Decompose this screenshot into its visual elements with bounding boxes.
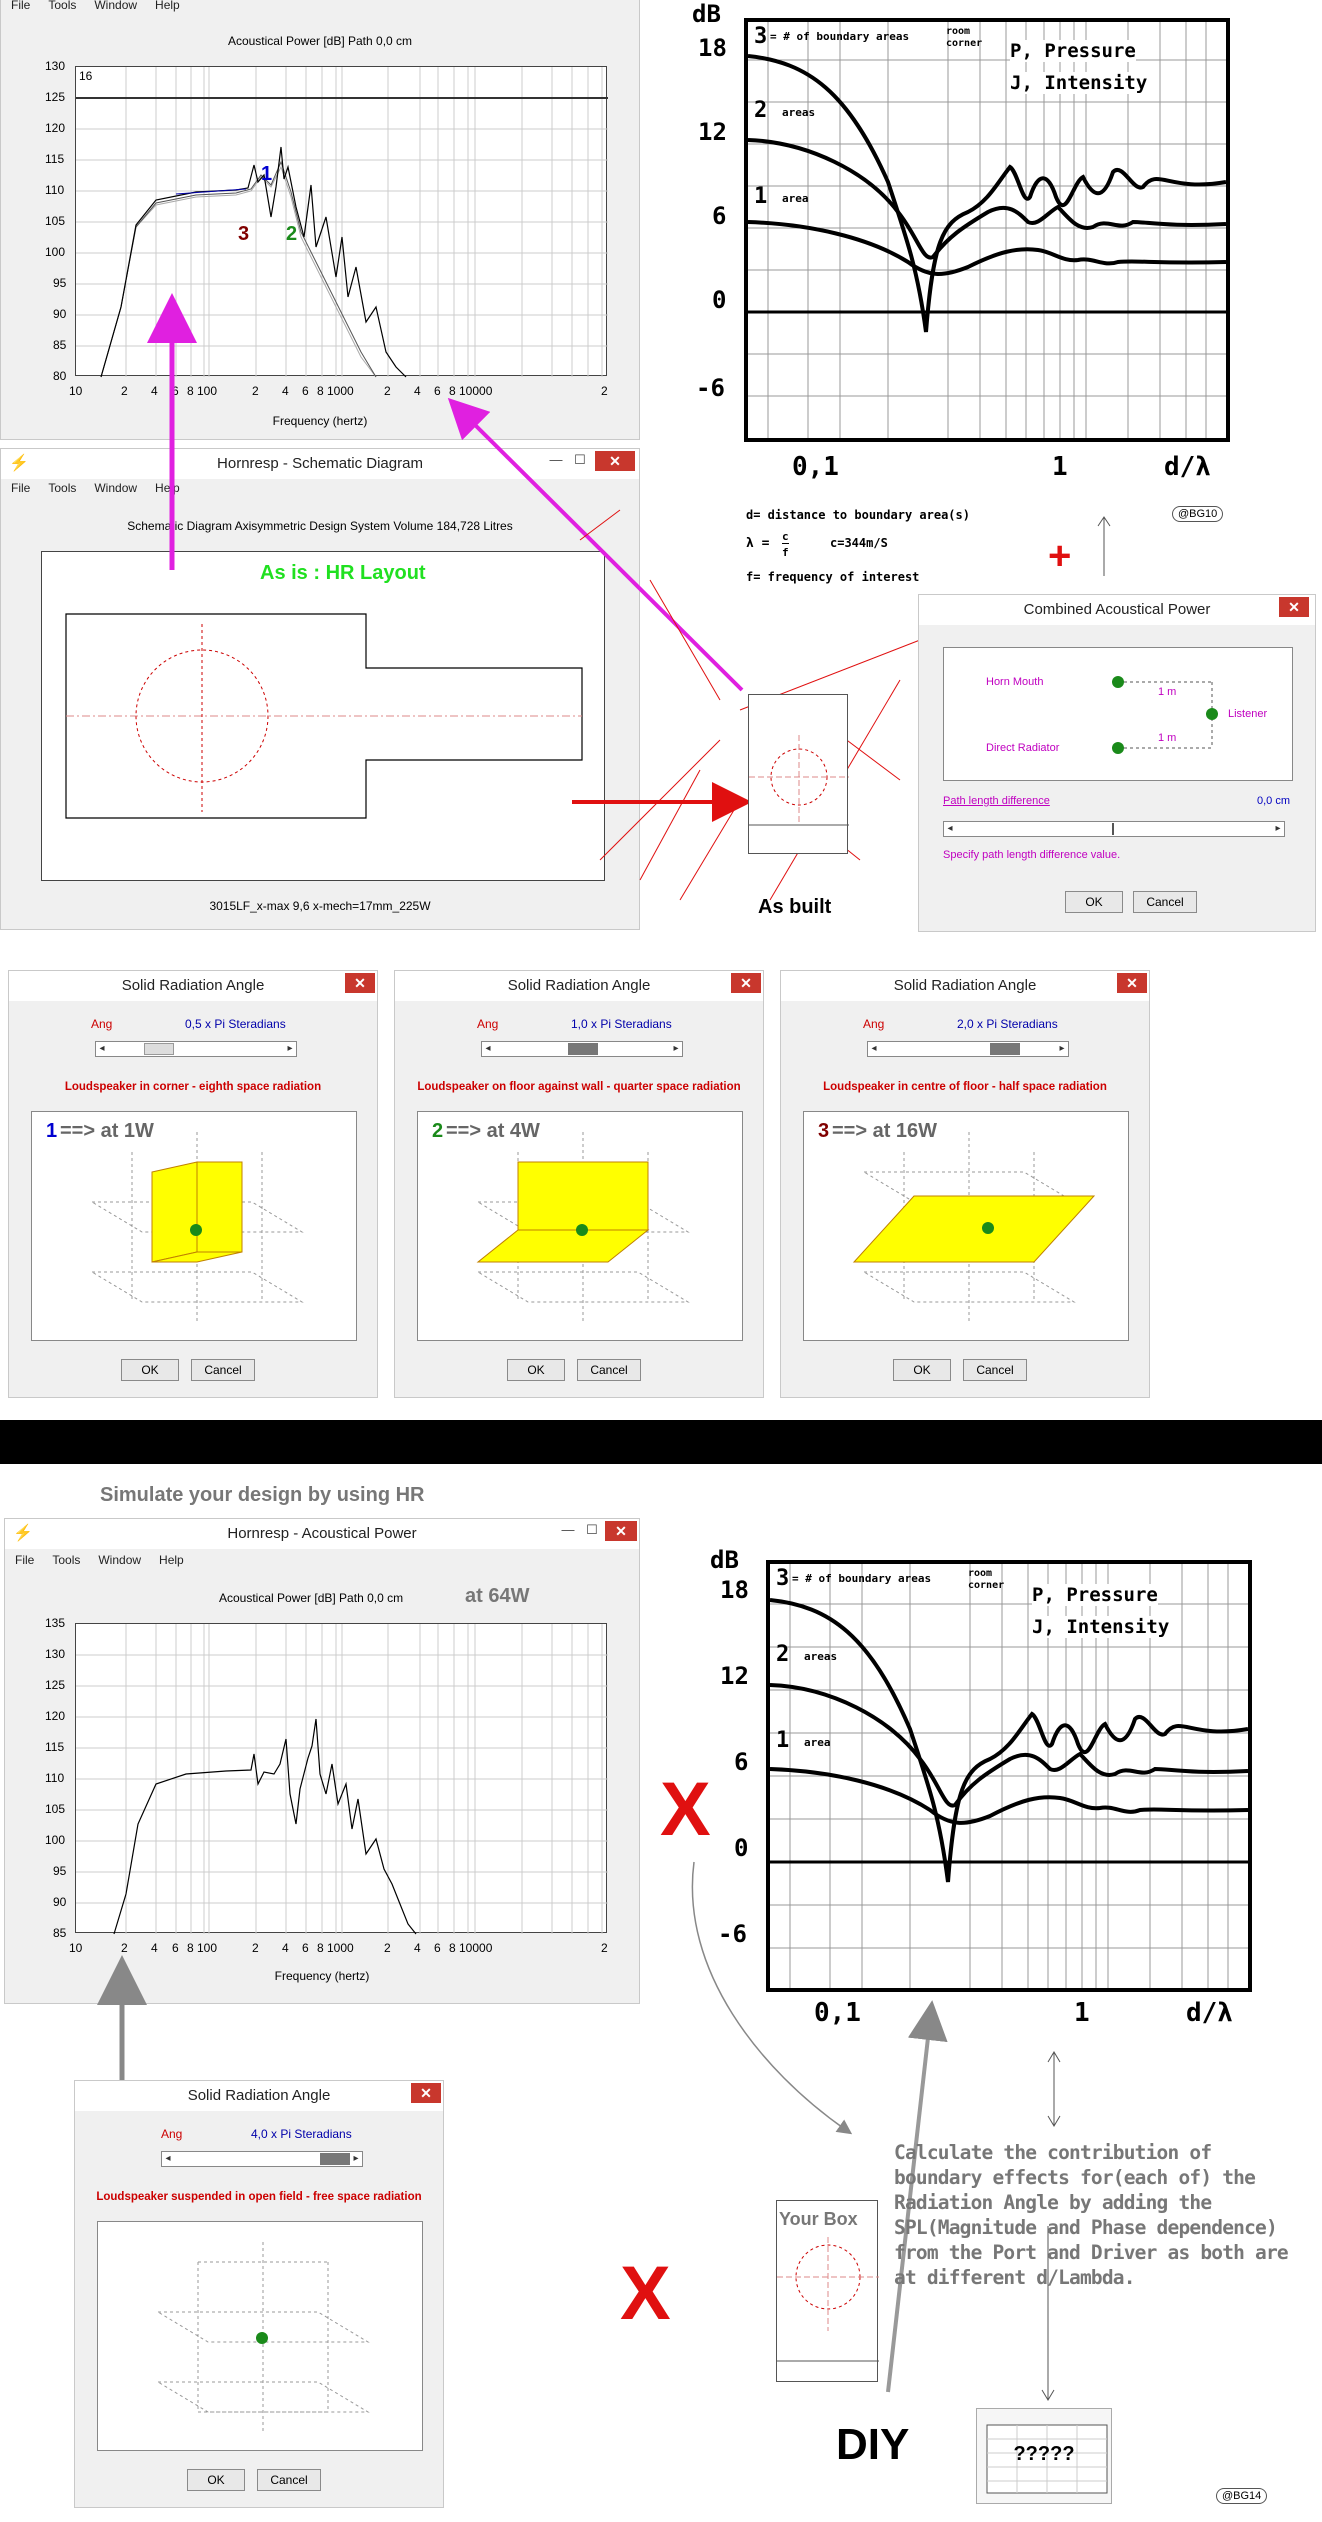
top-power-xtick: 8 100 [187, 384, 218, 398]
steradian-value: 4,0 x Pi Steradians [251, 2127, 352, 2141]
bottom-power-ytick: 95 [53, 1864, 67, 1878]
top-power-xtick: 10 [69, 384, 83, 398]
ang-label: Ang [863, 1017, 885, 1031]
bottom-power-xtick: 6 [172, 1941, 179, 1955]
ok-button[interactable]: OK [121, 1359, 179, 1381]
menu-tools[interactable]: Tools [48, 481, 77, 495]
maximize-button[interactable]: ☐ [586, 1522, 598, 1537]
top-power-ytick: 105 [45, 214, 66, 228]
cancel-button[interactable]: Cancel [577, 1359, 641, 1381]
minimize-button[interactable]: — [549, 452, 563, 467]
angle-slider[interactable] [95, 1041, 297, 1057]
db-xtick: 0,1 [792, 452, 839, 482]
sra-power-label-1: ==> at 1W [60, 1120, 154, 1142]
top-power-xtick: 6 [434, 384, 441, 398]
top-power-xtick: 4 [151, 384, 158, 398]
x-mark-top: X [660, 1767, 711, 1852]
bottom-power-ytick: 130 [45, 1647, 66, 1661]
top-power-ytick: 85 [53, 338, 67, 352]
bottom-power-xtick: 4 [282, 1941, 289, 1955]
menu-help[interactable]: Help [159, 1553, 184, 1567]
db2-room-corner: room corner [968, 1568, 1005, 1591]
ok-button[interactable]: OK [893, 1359, 951, 1381]
db-areas: areas [782, 106, 816, 119]
up-arrow-thin [1094, 516, 1114, 576]
sra-num-2: 2 [432, 1120, 444, 1142]
db2-chart-plot [766, 1560, 1252, 1992]
top-power-ytick: 130 [45, 59, 66, 73]
ang-label: Ang [161, 2127, 183, 2141]
radiation-description: Loudspeaker suspended in open field - free space radiation [96, 2191, 422, 2203]
top-power-ytick: 90 [53, 307, 67, 321]
bottom-power-xtick: 6 [434, 1941, 441, 1955]
slider-thumb[interactable] [568, 1043, 598, 1055]
bottom-power-at: at 64W [465, 1585, 530, 1607]
top-power-xlabel: Frequency (hertz) [272, 414, 368, 428]
diy-qmarks: ????? [1013, 2443, 1075, 2465]
radiation-description: Loudspeaker in corner - eighth space radiation [64, 1081, 322, 1093]
scroll-right-icon[interactable]: ▸ [1275, 823, 1281, 834]
db-n1: 1 [754, 184, 768, 209]
direct-radiator-label: Direct Radiator [986, 742, 1060, 754]
sra-num-3: 3 [818, 1120, 830, 1142]
top-power-corner-label: 16 [79, 69, 93, 83]
top-power-xtick: 2 [384, 384, 391, 398]
db-intensity: J, Intensity [1010, 72, 1148, 94]
bottom-power-ytick: 105 [45, 1802, 66, 1816]
sra-dialog-2 [394, 970, 764, 1398]
ang-label: Ang [477, 1017, 499, 1031]
bottom-power-xlabel: Frequency (hertz) [274, 1969, 370, 1983]
top-power-marker-1: 1 [261, 163, 273, 185]
db2-xtick: 0,1 [814, 1998, 861, 2028]
schematic-title: Hornresp - Schematic Diagram [217, 455, 423, 472]
section-divider [0, 1420, 1322, 1464]
menu-file[interactable]: File [11, 0, 31, 12]
top-power-marker-2: 2 [286, 223, 298, 245]
x-mark-bottom: X [620, 2251, 671, 2336]
sra-dialog-4 [74, 2080, 444, 2508]
menu-window[interactable]: Window [94, 481, 138, 495]
sra-dialog-1 [8, 970, 378, 1398]
close-button[interactable]: ✕ [411, 2083, 441, 2103]
bottom-power-xtick: 8 1000 [317, 1941, 354, 1955]
slider-thumb[interactable] [1112, 823, 1114, 835]
db2-ytick: -6 [718, 1920, 747, 1948]
formula-d: d= distance to boundary area(s) [746, 508, 970, 522]
formula-f: f [782, 546, 789, 559]
horn-mouth-label: Horn Mouth [986, 676, 1044, 688]
cancel-button[interactable]: Cancel [257, 2469, 321, 2491]
eighth-space-drawing [32, 1112, 358, 1342]
lightning-icon: ⚡ [13, 1525, 33, 1542]
menu-help[interactable]: Help [155, 481, 180, 495]
maximize-button[interactable]: ☐ [574, 452, 586, 467]
combined-dialog [918, 594, 1316, 932]
db-boundary-label: = # of boundary areas [770, 30, 910, 43]
as-is-label: As is : HR Layout [260, 562, 426, 584]
sra-num-1: 1 [46, 1120, 58, 1142]
db-chart-plot [744, 18, 1230, 442]
top-power-xtick: 2 [121, 384, 128, 398]
sra-canvas [97, 2221, 423, 2451]
angle-slider[interactable] [161, 2151, 363, 2167]
radiation-description: Loudspeaker in centre of floor - half space radiation [823, 1081, 1107, 1093]
top-power-marker-3: 3 [238, 223, 250, 245]
sra-titlebar: Solid Radiation Angle [395, 971, 763, 1001]
formula-lambda: λ = [746, 536, 770, 551]
slider-thumb[interactable] [320, 2153, 350, 2165]
db-chart-drawing [748, 22, 1226, 438]
db-ytick: 18 [698, 34, 727, 62]
ok-button[interactable]: OK [507, 1359, 565, 1381]
formula-f-def: f= frequency of interest [746, 570, 920, 584]
radiation-description: Loudspeaker on floor against wall - quarter space radiation [417, 1081, 741, 1093]
scroll-right-icon[interactable]: ▸ [673, 1043, 679, 1054]
quarter-space-drawing [418, 1112, 744, 1342]
minimize-button[interactable]: — [561, 1522, 575, 1537]
db2-n1: 1 [776, 1728, 790, 1753]
bottom-power-ytick: 110 [45, 1771, 65, 1785]
scroll-right-icon[interactable]: ▸ [353, 2153, 359, 2164]
scroll-left-icon[interactable]: ◂ [99, 1043, 105, 1054]
db2-ytick: 0 [734, 1834, 749, 1862]
path-length-label: Path length difference [943, 795, 1050, 807]
bottom-power-ytick: 115 [45, 1740, 65, 1754]
scroll-right-icon[interactable]: ▸ [1059, 1043, 1065, 1054]
db2-ytick: 18 [720, 1576, 749, 1604]
sra-power-label-3: ==> at 16W [832, 1120, 938, 1142]
menu-help[interactable]: Help [155, 0, 180, 12]
db-n2: 2 [754, 98, 768, 123]
sra-titlebar: Solid Radiation Angle [781, 971, 1149, 1001]
bottom-power-xtick: 8 100 [187, 1941, 218, 1955]
bottom-power-ytick: 85 [53, 1926, 67, 1940]
db2-n2: 2 [776, 1642, 790, 1667]
as-built-drawing [749, 695, 849, 855]
slider-thumb[interactable] [144, 1043, 174, 1055]
scroll-left-icon[interactable]: ◂ [947, 823, 953, 834]
bottom-power-ytick: 100 [45, 1833, 66, 1847]
formula-c: c [782, 530, 789, 543]
simulate-heading: Simulate your design by using HR [100, 1484, 425, 1506]
cancel-button[interactable]: Cancel [1133, 891, 1197, 913]
angle-slider[interactable] [867, 1041, 1069, 1057]
sra-canvas [31, 1111, 357, 1341]
bottom-power-xtick: 2 [384, 1941, 391, 1955]
top-power-xtick: 2 [601, 384, 608, 398]
scroll-left-icon[interactable]: ◂ [165, 2153, 171, 2164]
db-pressure: P, Pressure [1010, 40, 1136, 62]
top-power-ytick: 80 [53, 369, 67, 383]
lightning-icon: ⚡ [9, 455, 29, 472]
bottom-power-ytick: 135 [45, 1616, 66, 1630]
db2-area: area [804, 1736, 831, 1749]
bottom-power-ytick: 125 [45, 1678, 66, 1692]
path-hint: Specify path length difference value. [943, 849, 1121, 861]
db2-n3: 3 [776, 1566, 790, 1591]
db2-xtick: 1 [1074, 1998, 1090, 2028]
top-power-xtick: 4 [414, 384, 421, 398]
slider-thumb[interactable] [990, 1043, 1020, 1055]
menu-tools[interactable]: Tools [48, 0, 77, 12]
schematic-caption: 3015LF_x-max 9,6 x-mech=17mm_225W [209, 899, 431, 913]
db-area: area [782, 192, 809, 205]
db-xtick: 1 [1052, 452, 1068, 482]
top-power-ytick: 110 [45, 183, 65, 197]
top-power-xtick: 2 [252, 384, 259, 398]
sra-power-label-2: ==> at 4W [446, 1120, 540, 1142]
db2-ytick: 6 [734, 1748, 749, 1776]
bottom-power-heading: Acoustical Power [dB] Path 0,0 cm [219, 1591, 404, 1605]
bottom-power-xtick: 8 10000 [449, 1941, 493, 1955]
sra-canvas [803, 1111, 1129, 1341]
ok-button[interactable]: OK [1065, 891, 1123, 913]
bottom-power-ytick: 90 [53, 1895, 67, 1909]
top-power-heading: Acoustical Power [dB] Path 0,0 cm [227, 34, 413, 48]
calc-text: Calculate the contribution of boundary effects for(each of) the Radiation Angle by adding the SPL(Magnitude and Phase dependence) from the Port and Driver as both are at different d/Lambda. [894, 2141, 1288, 2289]
top-power-ytick: 120 [45, 121, 66, 135]
ok-button[interactable]: OK [187, 2469, 245, 2491]
schematic-heading: Schematic Diagram Axisymmetric Design System Volume 184,728 Litres [127, 519, 513, 533]
db2-pressure: P, Pressure [1032, 1584, 1158, 1606]
bottom-power-xtick: 2 [252, 1941, 259, 1955]
bottom-power-ytick: 120 [45, 1709, 66, 1723]
cancel-button[interactable]: Cancel [191, 1359, 255, 1381]
db2-chart-drawing [770, 1564, 1248, 1988]
distance-label-bottom: 1 m [1158, 732, 1177, 744]
path-length-slider[interactable] [943, 821, 1285, 837]
db2-xunit: d/λ [1186, 1998, 1233, 2028]
cancel-button[interactable]: Cancel [963, 1359, 1027, 1381]
path-length-value: 0,0 cm [1257, 795, 1291, 807]
scroll-left-icon[interactable]: ◂ [871, 1043, 877, 1054]
angle-slider[interactable] [481, 1041, 683, 1057]
top-power-xtick: 4 [282, 384, 289, 398]
close-button[interactable]: ✕ [1117, 973, 1147, 993]
bg10-tag: @BG10 [1172, 506, 1223, 522]
db-n3: 3 [754, 24, 768, 49]
your-box-label: Your Box [779, 2209, 858, 2229]
db-ytick: 0 [712, 286, 727, 314]
menu-window[interactable]: Window [94, 0, 138, 12]
ang-label: Ang [91, 1017, 113, 1031]
close-button[interactable]: ✕ [595, 451, 635, 471]
combined-canvas [943, 647, 1293, 781]
db-ytick: 6 [712, 202, 727, 230]
your-box [776, 2200, 878, 2382]
close-button[interactable]: ✕ [345, 973, 375, 993]
steradian-value: 2,0 x Pi Steradians [957, 1017, 1058, 1031]
db2-unit-label: dB [710, 1546, 739, 1574]
sra-dialog-3 [780, 970, 1150, 1398]
diy-thumbnail [976, 2408, 1112, 2504]
menu-file[interactable]: File [11, 481, 31, 495]
combined-titlebar: Combined Acoustical Power [919, 595, 1315, 625]
top-power-xtick: 6 [302, 384, 309, 398]
bottom-power-xtick: 2 [121, 1941, 128, 1955]
menu-file[interactable]: File [15, 1553, 35, 1567]
as-built-label: As built [758, 896, 832, 918]
top-power-ytick: 125 [45, 90, 66, 104]
bg14-tag: @BG14 [1216, 2488, 1267, 2504]
db2-areas: areas [804, 1650, 838, 1663]
top-power-ytick: 95 [53, 276, 67, 290]
db-unit-label: dB [692, 0, 721, 28]
top-power-xtick: 8 10000 [449, 384, 493, 398]
db2-intensity: J, Intensity [1032, 1616, 1170, 1638]
db-ytick: -6 [696, 374, 725, 402]
top-power-ytick: 115 [45, 152, 65, 166]
close-button[interactable]: ✕ [731, 973, 761, 993]
top-power-ytick: 100 [45, 245, 66, 259]
diy-label: DIY [836, 2420, 910, 2469]
bottom-power-xtick: 10 [69, 1941, 83, 1955]
bottom-power-title: Hornresp - Acoustical Power [227, 1525, 417, 1542]
menu-tools[interactable]: Tools [52, 1553, 81, 1567]
menu-window[interactable]: Window [98, 1553, 142, 1567]
free-space-drawing [98, 2222, 424, 2452]
as-built-box [748, 694, 848, 854]
steradian-value: 1,0 x Pi Steradians [571, 1017, 672, 1031]
half-space-drawing [804, 1112, 1130, 1342]
close-button[interactable]: ✕ [1279, 597, 1309, 617]
bottom-power-xtick: 6 [302, 1941, 309, 1955]
db2-ytick: 12 [720, 1662, 749, 1690]
sra-titlebar: Solid Radiation Angle [75, 2081, 443, 2111]
listener-label: Listener [1228, 708, 1268, 720]
top-power-xtick: 6 [172, 384, 179, 398]
db-xunit: d/λ [1164, 452, 1211, 482]
sra-titlebar: Solid Radiation Angle [9, 971, 377, 1001]
formula-c-val: c=344m/S [830, 536, 888, 550]
bottom-power-xtick: 4 [414, 1941, 421, 1955]
steradian-value: 0,5 x Pi Steradians [185, 1017, 286, 1031]
sra-canvas [417, 1111, 743, 1341]
scroll-left-icon[interactable]: ◂ [485, 1043, 491, 1054]
bottom-power-xtick: 2 [601, 1941, 608, 1955]
bottom-power-xtick: 4 [151, 1941, 158, 1955]
db-ytick: 12 [698, 118, 727, 146]
db-room-corner: room corner [946, 26, 983, 49]
scroll-right-icon[interactable]: ▸ [287, 1043, 293, 1054]
db2-boundary-label: = # of boundary areas [792, 1572, 932, 1585]
distance-label-top: 1 m [1158, 686, 1177, 698]
plus-icon: + [1048, 534, 1072, 578]
close-button[interactable]: ✕ [605, 1521, 637, 1541]
top-power-xtick: 8 1000 [317, 384, 354, 398]
